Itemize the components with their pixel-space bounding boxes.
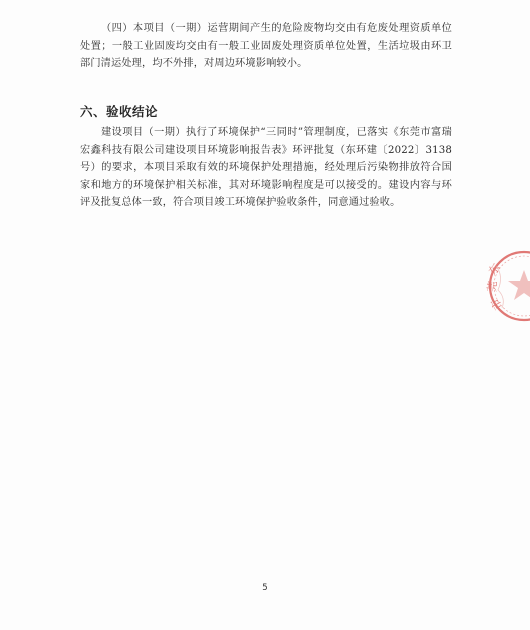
page-number: 5: [262, 583, 268, 593]
svg-text:东: 东: [486, 261, 504, 278]
paragraph-acceptance-conclusion: 建设项目（一期）执行了环境保护“三同时”管理制度，已落实《东莞市富瑞宏鑫科技有限公司建设项目环境影响报告表》环评批复（东环建〔2022〕3138号）的要求，本项目采取有效的环境保护处理措施，经处理后污染物排放符合国家和地方的环境保护相关标准，其对环境影响程度是可以接受的。建设内容与环评及批复总体一致，符合项目竣工环境保护验收条件，同意通过验收。: [80, 127, 452, 208]
svg-text:市: 市: [488, 296, 505, 313]
section-heading-acceptance-conclusion: 六、验收结论: [80, 104, 159, 119]
paragraph-waste-disposal: （四）本项目（一期）运营期间产生的危险废物均交由有危废处理资质单位处置；一般工业固废均交由有一般工业固废处理资质单位处置，生活垃圾由环卫部门清运处理，均不外排，对周边环境影响较小。: [80, 23, 452, 69]
company-seal-stamp: [484, 246, 530, 326]
svg-text:莞: 莞: [485, 280, 500, 293]
